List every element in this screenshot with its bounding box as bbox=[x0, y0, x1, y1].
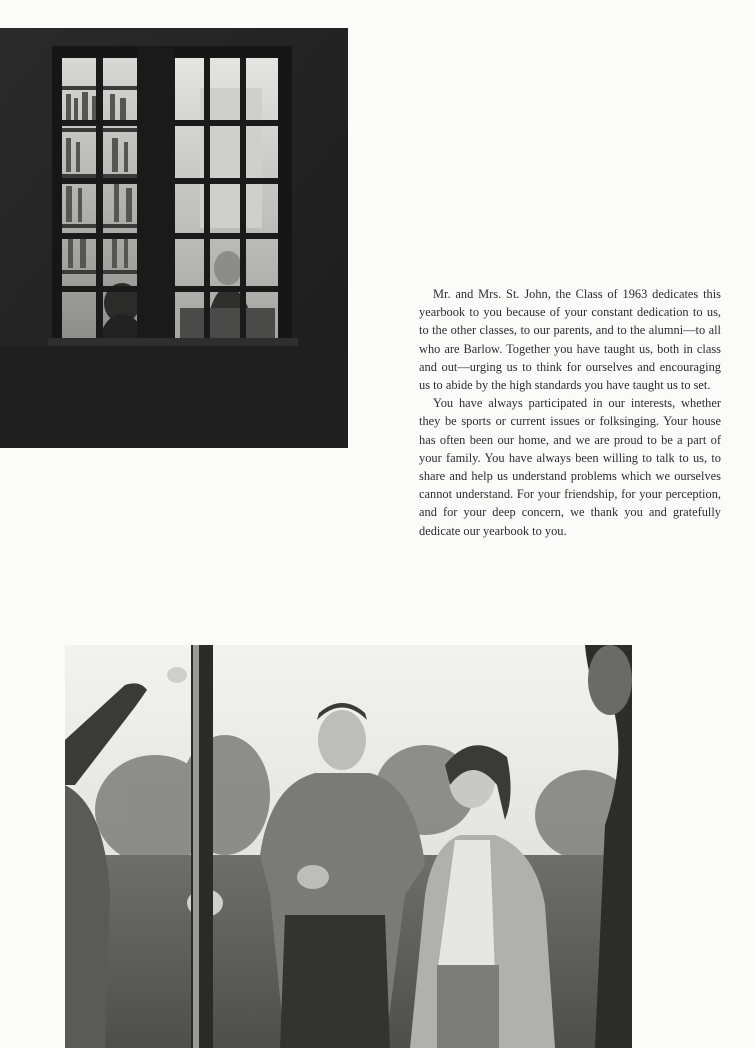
dedication-paragraph-1: Mr. and Mrs. St. John, the Class of 1963 dedicates this yearbook to you because of your constant dedication to us, to the other classes, to our parents, and to the alumni—to all who are Barlow. Together you have taught us, both in class and out—urging us to think for ourselves and encouraging us to abide by the high standards you have taught us to set. bbox=[419, 287, 721, 393]
window-photo bbox=[0, 28, 348, 448]
window-photo-icon bbox=[0, 28, 348, 448]
dedication-text bbox=[419, 285, 721, 540]
dedication-paragraph-2: You have always participated in our interests, whether they be sports or current issues or folksinging. Your house has often been our home, and we are proud to be a part of your family. You have always been willing to talk to us, to share and help us understand problems which we ourselves cannot understand. For your friendship, for your perception, and for your deep concern, we thank you and gratefully dedicate our yearbook to you. bbox=[419, 396, 721, 538]
outdoor-photo-icon bbox=[65, 645, 632, 1048]
outdoor-photo bbox=[65, 645, 632, 1048]
